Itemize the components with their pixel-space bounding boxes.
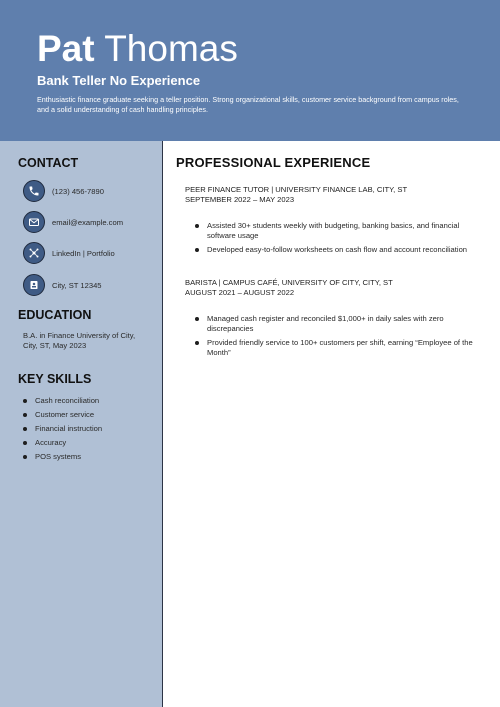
- job-bullet: Managed cash register and reconciled $1,000+ in daily sales with zero discrepancies: [185, 314, 475, 334]
- skill-item: POS systems: [23, 450, 102, 464]
- job-entry: [185, 185, 475, 259]
- job-bullets: [185, 314, 475, 358]
- candidate-name: [37, 27, 238, 71]
- skill-item: Accuracy: [23, 436, 102, 450]
- contact-phone-text: (123) 456-7890: [52, 186, 104, 196]
- contact-heading: CONTACT: [18, 156, 79, 170]
- contact-links-text: LinkedIn | Portfolio: [52, 248, 115, 258]
- share-icon: [23, 242, 45, 264]
- summary-text: Enthusiastic finance graduate seeking a teller position. Strong organizational skills, customer service background from campus roles, and a solid understanding of cash handling principles.: [37, 95, 459, 114]
- job-entry: [185, 278, 475, 362]
- contact-links: [23, 242, 163, 264]
- first-name: Pat: [37, 28, 95, 69]
- skills-heading: KEY SKILLS: [18, 372, 92, 386]
- skill-item: Customer service: [23, 408, 102, 422]
- skill-item: Cash reconciliation: [23, 394, 102, 408]
- contact-location-text: City, ST 12345: [52, 280, 102, 290]
- resume-header: [0, 0, 500, 141]
- skill-item: Financial instruction: [23, 422, 102, 436]
- job-bullets: [185, 221, 475, 255]
- job-dates: AUGUST 2021 – AUGUST 2022: [185, 288, 295, 297]
- job-title: PEER FINANCE TUTOR | UNIVERSITY FINANCE LAB, CITY, ST: [185, 185, 408, 194]
- location-icon: [23, 274, 45, 296]
- contact-email-text: email@example.com: [52, 217, 124, 227]
- email-icon: [23, 211, 45, 233]
- education-heading: EDUCATION: [18, 308, 92, 322]
- job-bullet: Provided friendly service to 100+ customers per shift, earning “Employee of the Month”: [185, 338, 475, 358]
- contact-phone: [23, 180, 163, 202]
- education-text: B.A. in Finance University of City, City, ST, May 2023: [23, 331, 136, 350]
- contact-email: [23, 211, 163, 233]
- skills-list: [23, 394, 102, 464]
- last-name: Thomas: [104, 28, 238, 69]
- job-title: BARISTA | CAMPUS CAFÉ, UNIVERSITY OF CITY, CITY, ST: [185, 278, 393, 287]
- contact-location: [23, 274, 163, 296]
- job-bullet: Assisted 30+ students weekly with budgeting, banking basics, and financial software usage: [185, 221, 475, 241]
- job-dates: SEPTEMBER 2022 – MAY 2023: [185, 195, 295, 204]
- job-bullet: Developed easy-to-follow worksheets on cash flow and account reconciliation: [185, 245, 475, 255]
- job-target-title: Bank Teller No Experience: [37, 73, 201, 88]
- experience-heading: PROFESSIONAL EXPERIENCE: [176, 155, 371, 170]
- phone-icon: [23, 180, 45, 202]
